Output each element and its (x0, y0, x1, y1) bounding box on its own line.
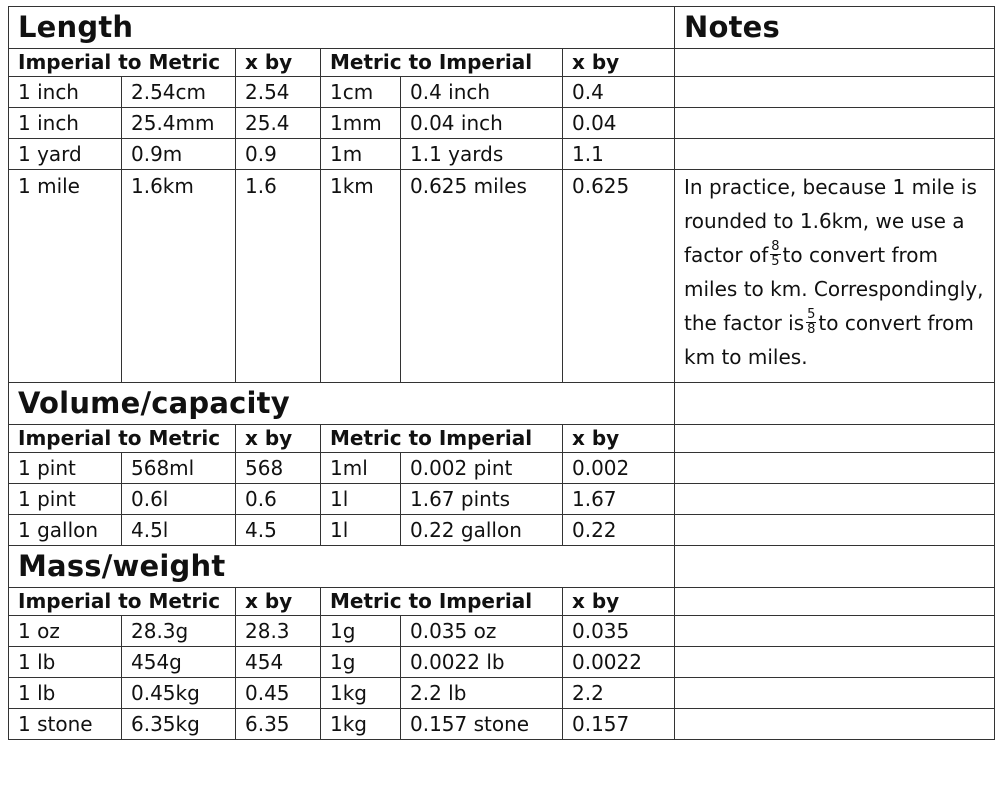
section-header-row (9, 546, 995, 588)
metric-equivalent: 0.45kg (122, 678, 236, 709)
notes-cell (675, 139, 995, 170)
metric-equivalent: 2.54cm (122, 77, 236, 108)
metric-equivalent: 1.6km (122, 170, 236, 383)
notes-header: Notes (675, 7, 995, 49)
header-x-by: x by (563, 425, 675, 453)
imperial-unit: 1 oz (9, 616, 122, 647)
column-header-row (9, 588, 995, 616)
notes-cell (675, 108, 995, 139)
imperial-unit: 1 inch (9, 108, 122, 139)
notes-cell (675, 515, 995, 546)
factor: 0.157 (563, 709, 675, 740)
notes-cell (675, 647, 995, 678)
section-header-row (9, 7, 995, 49)
factor: 0.4 (563, 77, 675, 108)
notes-cell (675, 546, 995, 588)
imperial-equivalent: 1.67 pints (401, 484, 563, 515)
factor: 2.2 (563, 678, 675, 709)
table-row (9, 170, 995, 383)
section-title-mass: Mass/weight (9, 546, 675, 588)
header-metric-to-imperial: Metric to Imperial (321, 588, 563, 616)
imperial-equivalent: 0.157 stone (401, 709, 563, 740)
table-row (9, 139, 995, 170)
table-row (9, 108, 995, 139)
table-row (9, 484, 995, 515)
factor: 0.625 (563, 170, 675, 383)
notes-cell (675, 709, 995, 740)
factor: 0.9 (236, 139, 321, 170)
factor: 0.0022 (563, 647, 675, 678)
factor: 0.22 (563, 515, 675, 546)
table-row (9, 647, 995, 678)
metric-unit: 1km (321, 170, 401, 383)
factor: 4.5 (236, 515, 321, 546)
imperial-equivalent: 0.035 oz (401, 616, 563, 647)
imperial-equivalent: 0.625 miles (401, 170, 563, 383)
factor: 0.04 (563, 108, 675, 139)
conversion-table (8, 6, 995, 740)
header-imperial-to-metric: Imperial to Metric (9, 425, 236, 453)
metric-unit: 1cm (321, 77, 401, 108)
notes-cell (675, 588, 995, 616)
note-text-1: In practice, because 1 mile is rounded to 1.6km, we use a factor of (684, 175, 977, 267)
imperial-unit: 1 pint (9, 453, 122, 484)
factor: 6.35 (236, 709, 321, 740)
metric-unit: 1m (321, 139, 401, 170)
metric-equivalent: 454g (122, 647, 236, 678)
header-imperial-to-metric: Imperial to Metric (9, 588, 236, 616)
fraction-denominator: 5 (771, 254, 780, 269)
notes-cell (675, 484, 995, 515)
factor: 0.035 (563, 616, 675, 647)
imperial-unit: 1 yard (9, 139, 122, 170)
imperial-equivalent: 0.002 pint (401, 453, 563, 484)
fraction-eight-fifths (770, 240, 780, 269)
factor: 1.6 (236, 170, 321, 383)
imperial-unit: 1 lb (9, 678, 122, 709)
factor: 1.1 (563, 139, 675, 170)
table-row (9, 709, 995, 740)
metric-equivalent: 4.5l (122, 515, 236, 546)
factor: 0.002 (563, 453, 675, 484)
notes-cell (675, 383, 995, 425)
fraction-numerator: 5 (807, 307, 816, 322)
notes-cell (675, 616, 995, 647)
factor: 454 (236, 647, 321, 678)
factor: 0.6 (236, 484, 321, 515)
notes-cell (675, 49, 995, 77)
imperial-unit: 1 inch (9, 77, 122, 108)
fraction-numerator: 8 (771, 239, 780, 254)
column-header-row (9, 49, 995, 77)
metric-unit: 1kg (321, 678, 401, 709)
metric-unit: 1g (321, 647, 401, 678)
column-header-row (9, 425, 995, 453)
imperial-equivalent: 2.2 lb (401, 678, 563, 709)
imperial-unit: 1 gallon (9, 515, 122, 546)
imperial-unit: 1 stone (9, 709, 122, 740)
mile-rounding-note (675, 170, 995, 383)
section-title-volume: Volume/capacity (9, 383, 675, 425)
metric-equivalent: 28.3g (122, 616, 236, 647)
imperial-equivalent: 0.0022 lb (401, 647, 563, 678)
header-x-by: x by (236, 425, 321, 453)
notes-cell (675, 678, 995, 709)
metric-unit: 1ml (321, 453, 401, 484)
metric-unit: 1l (321, 515, 401, 546)
table-row (9, 616, 995, 647)
fraction-five-eighths (806, 308, 816, 337)
section-header-row (9, 383, 995, 425)
imperial-unit: 1 mile (9, 170, 122, 383)
factor: 25.4 (236, 108, 321, 139)
metric-unit: 1mm (321, 108, 401, 139)
header-metric-to-imperial: Metric to Imperial (321, 425, 563, 453)
header-imperial-to-metric: Imperial to Metric (9, 49, 236, 77)
metric-equivalent: 0.9m (122, 139, 236, 170)
metric-equivalent: 0.6l (122, 484, 236, 515)
header-x-by: x by (563, 588, 675, 616)
table-row (9, 678, 995, 709)
metric-unit: 1kg (321, 709, 401, 740)
header-metric-to-imperial: Metric to Imperial (321, 49, 563, 77)
factor: 1.67 (563, 484, 675, 515)
table-row (9, 77, 995, 108)
header-x-by: x by (236, 49, 321, 77)
imperial-equivalent: 0.22 gallon (401, 515, 563, 546)
factor: 28.3 (236, 616, 321, 647)
factor: 0.45 (236, 678, 321, 709)
notes-cell (675, 77, 995, 108)
metric-equivalent: 6.35kg (122, 709, 236, 740)
notes-cell (675, 425, 995, 453)
metric-unit: 1g (321, 616, 401, 647)
imperial-equivalent: 0.4 inch (401, 77, 563, 108)
note-text-3: to convert from km to miles. (684, 311, 974, 369)
notes-cell (675, 453, 995, 484)
imperial-equivalent: 0.04 inch (401, 108, 563, 139)
metric-equivalent: 568ml (122, 453, 236, 484)
header-x-by: x by (236, 588, 321, 616)
metric-equivalent: 25.4mm (122, 108, 236, 139)
section-title-length: Length (9, 7, 675, 49)
note-text-2: to convert from miles to km. Correspondingly, the factor is (684, 243, 984, 335)
metric-unit: 1l (321, 484, 401, 515)
imperial-unit: 1 lb (9, 647, 122, 678)
fraction-denominator: 8 (807, 322, 816, 337)
imperial-equivalent: 1.1 yards (401, 139, 563, 170)
factor: 568 (236, 453, 321, 484)
imperial-unit: 1 pint (9, 484, 122, 515)
factor: 2.54 (236, 77, 321, 108)
header-x-by: x by (563, 49, 675, 77)
table-row (9, 515, 995, 546)
table-row (9, 453, 995, 484)
